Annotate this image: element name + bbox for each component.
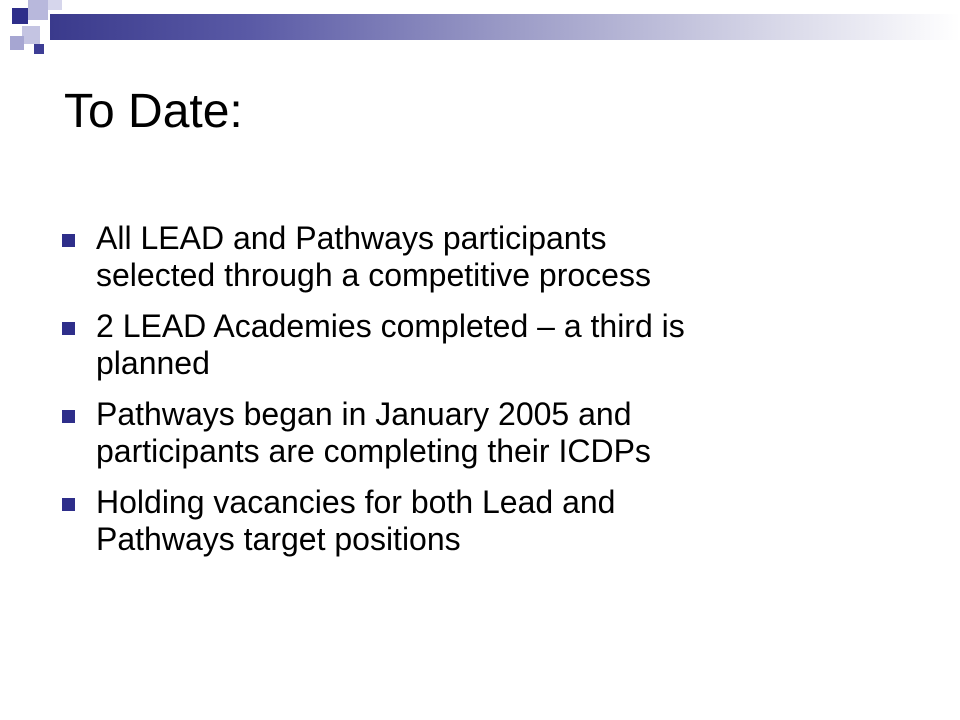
bullet-text-line: Holding vacancies for both Lead and (96, 484, 616, 520)
decor-square-light (10, 36, 24, 50)
header-gradient-bar (50, 14, 960, 40)
square-bullet-icon (62, 322, 75, 335)
decor-square-light (28, 0, 48, 20)
bullet-text-line: participants are completing their ICDPs (96, 433, 651, 469)
square-bullet-icon (62, 498, 75, 511)
decor-square-dark (34, 44, 44, 54)
bullet-list (62, 220, 922, 572)
bullet-text-line: 2 LEAD Academies completed – a third is (96, 308, 685, 344)
list-item (62, 308, 922, 382)
bullet-text-line: All LEAD and Pathways participants (96, 220, 607, 256)
square-bullet-icon (62, 410, 75, 423)
list-item (62, 484, 922, 558)
slide-title: To Date: (64, 85, 243, 138)
bullet-text-line: selected through a competitive process (96, 257, 651, 293)
bullet-text-line: planned (96, 345, 210, 381)
list-item (62, 220, 922, 294)
decor-square-light (22, 26, 40, 44)
square-bullet-icon (62, 234, 75, 247)
bullet-text-line: Pathways target positions (96, 521, 461, 557)
bullet-text-line: Pathways began in January 2005 and (96, 396, 632, 432)
list-item (62, 396, 922, 470)
decor-square-dark (12, 8, 28, 24)
decor-square-light (48, 0, 62, 10)
